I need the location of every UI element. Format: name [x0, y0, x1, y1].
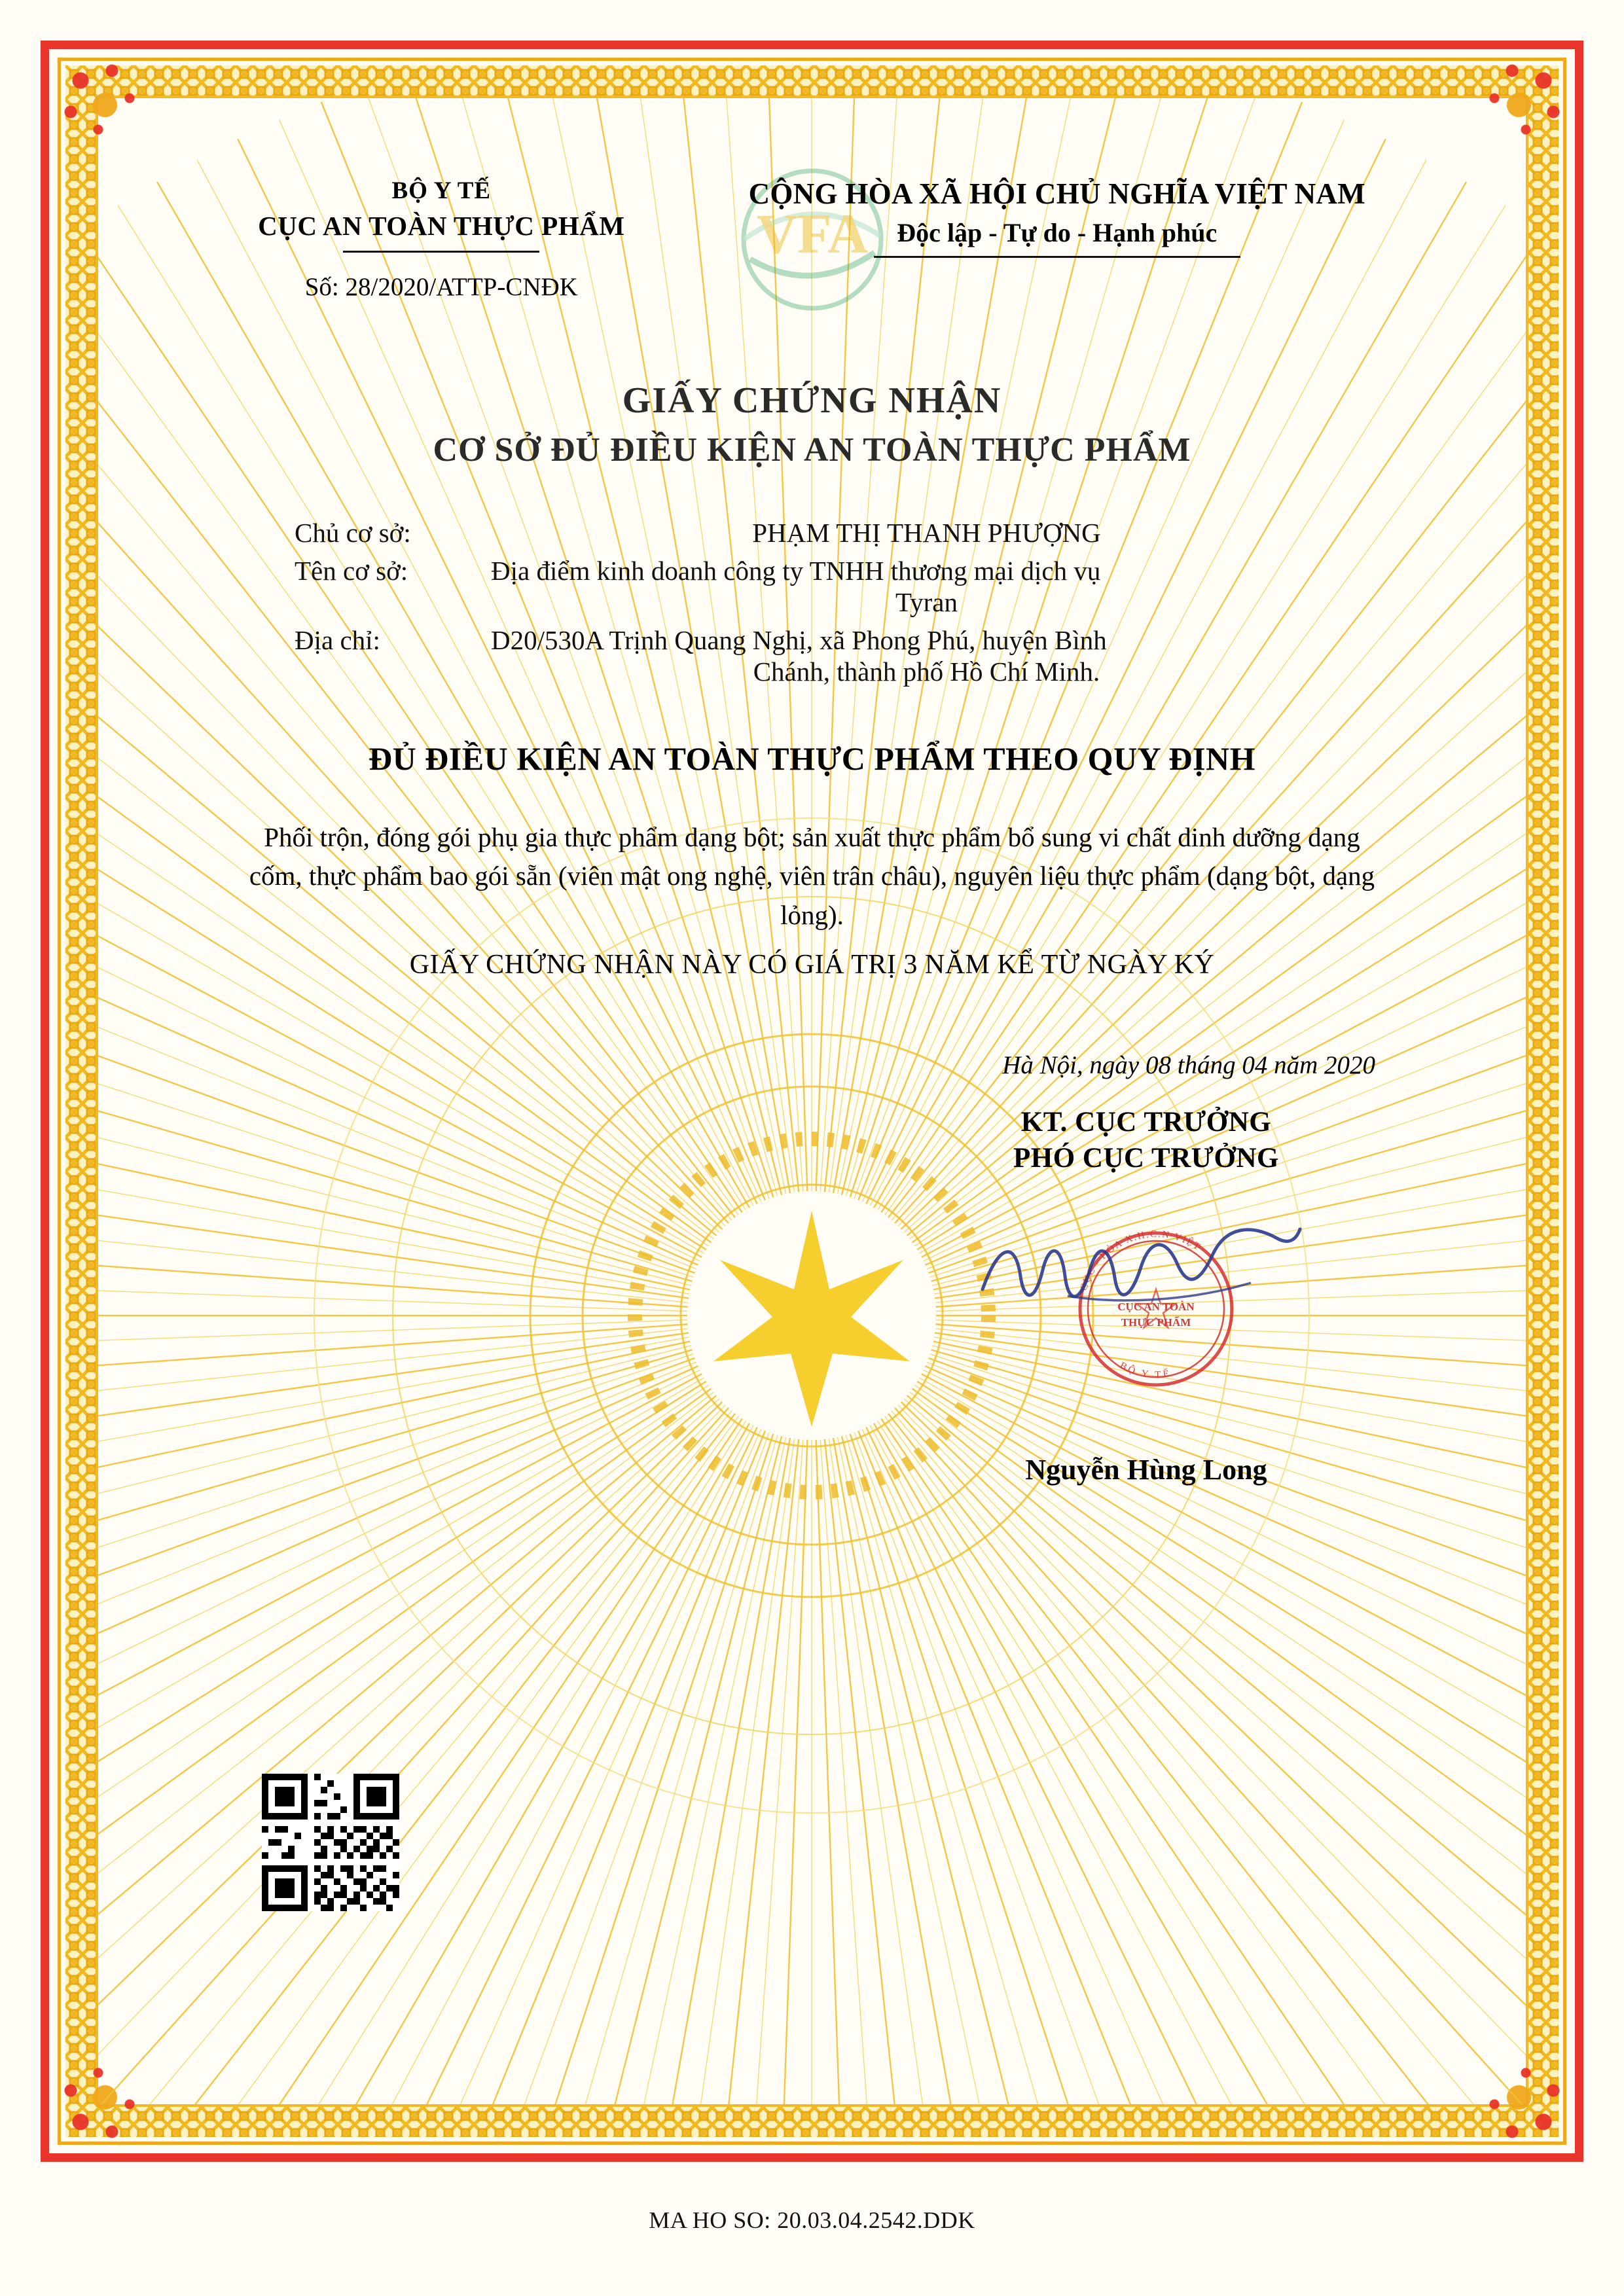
document-header: [98, 177, 1526, 302]
signer-role-block: [917, 1106, 1375, 1174]
qr-code: [262, 1774, 399, 1911]
signer-role-line1: KT. CỤC TRƯỞNG: [1020, 1107, 1272, 1138]
signer-name: Nguyễn Hùng Long: [1025, 1454, 1267, 1486]
field-row: [295, 517, 1362, 548]
signer-role-line2: PHÓ CỤC TRƯỞNG: [1013, 1143, 1279, 1174]
field-value-group: [491, 624, 1362, 687]
validity-statement: GIẤY CHỨNG NHẬN NÀY CÓ GIÁ TRỊ 3 NĂM KỂ TỪ NGÀY KÝ: [409, 950, 1215, 980]
stamp-text-top: CỤC - HÒA X.H.C.N VIỆT: [1078, 1229, 1203, 1292]
field-row: [295, 555, 1362, 618]
field-value-cont: Chánh, thành phố Hồ Chí Minh.: [753, 656, 1100, 687]
field-label: Chủ cơ sở:: [295, 518, 411, 548]
official-stamp: [1058, 1211, 1254, 1407]
divider: [343, 251, 539, 253]
field-label: Địa chỉ:: [295, 625, 380, 655]
document-number: Số: 28/2020/ATTP-CNĐK: [304, 273, 578, 301]
svg-text:CỤC - HÒA X.H.C.N VIỆT: [1079, 1229, 1203, 1292]
certificate-fields: [295, 517, 1362, 694]
footer-code: MA HO SO: 20.03.04.2542.DDK: [649, 2207, 975, 2233]
ministry-line2: CỤC AN TOÀN THỰC PHẨM: [258, 211, 625, 241]
stamp-text-center: CỤC AN TOÀN: [1117, 1300, 1195, 1313]
country-line1: CỘNG HÒA XÃ HỘI CHỦ NGHĨA VIỆT NAM: [748, 177, 1365, 210]
vfa-logo-text: VFA: [756, 202, 868, 265]
field-value: D20/530A Trịnh Quang Nghị, xã Phong Phú, huyện Bình: [491, 625, 1107, 655]
stamp-text-bottom: BỘ Y TẾ: [1117, 1360, 1173, 1381]
country-block: [687, 177, 1428, 302]
field-label: Tên cơ sở:: [295, 556, 408, 586]
svg-text:THỰC PHẨM: THỰC PHẨM: [1121, 1316, 1191, 1329]
page-title: [98, 380, 1526, 469]
ministry-block: [196, 177, 687, 302]
field-row: [295, 624, 1362, 687]
title-line2: CƠ SỞ ĐỦ ĐIỀU KIỆN AN TOÀN THỰC PHẨM: [433, 431, 1191, 469]
field-value: Địa điểm kinh doanh công ty TNHH thương mại dịch vụ: [491, 556, 1101, 586]
field-value: PHẠM THỊ THANH PHƯỢNG: [752, 518, 1101, 548]
place-and-date: Hà Nội, ngày 08 tháng 04 năm 2020: [1002, 1051, 1375, 1079]
title-line1: GIẤY CHỨNG NHẬN: [622, 380, 1002, 421]
field-value-group: [491, 555, 1362, 618]
ministry-line1: BỘ Y TẾ: [391, 177, 492, 204]
scope-of-activity: Phối trộn, đóng gói phụ gia thực phẩm dạng bột; sản xuất thực phẩm bổ sung vi chất dinh dưỡng dạng cốm, thực phẩm bao gói sẵn (viên mật ong nghệ, viên trân châu), nguyên liệu thực phẩm (dạng bột, dạng lỏng).: [249, 822, 1375, 930]
divider: [874, 256, 1240, 258]
country-line2: Độc lập - Tự do - Hạnh phúc: [897, 218, 1218, 247]
qualification-statement: ĐỦ ĐIỀU KIỆN AN TOÀN THỰC PHẨM THEO QUY ĐỊNH: [368, 740, 1256, 777]
field-value-cont: Tyran: [895, 587, 958, 617]
certificate-content: [98, 98, 1526, 2104]
